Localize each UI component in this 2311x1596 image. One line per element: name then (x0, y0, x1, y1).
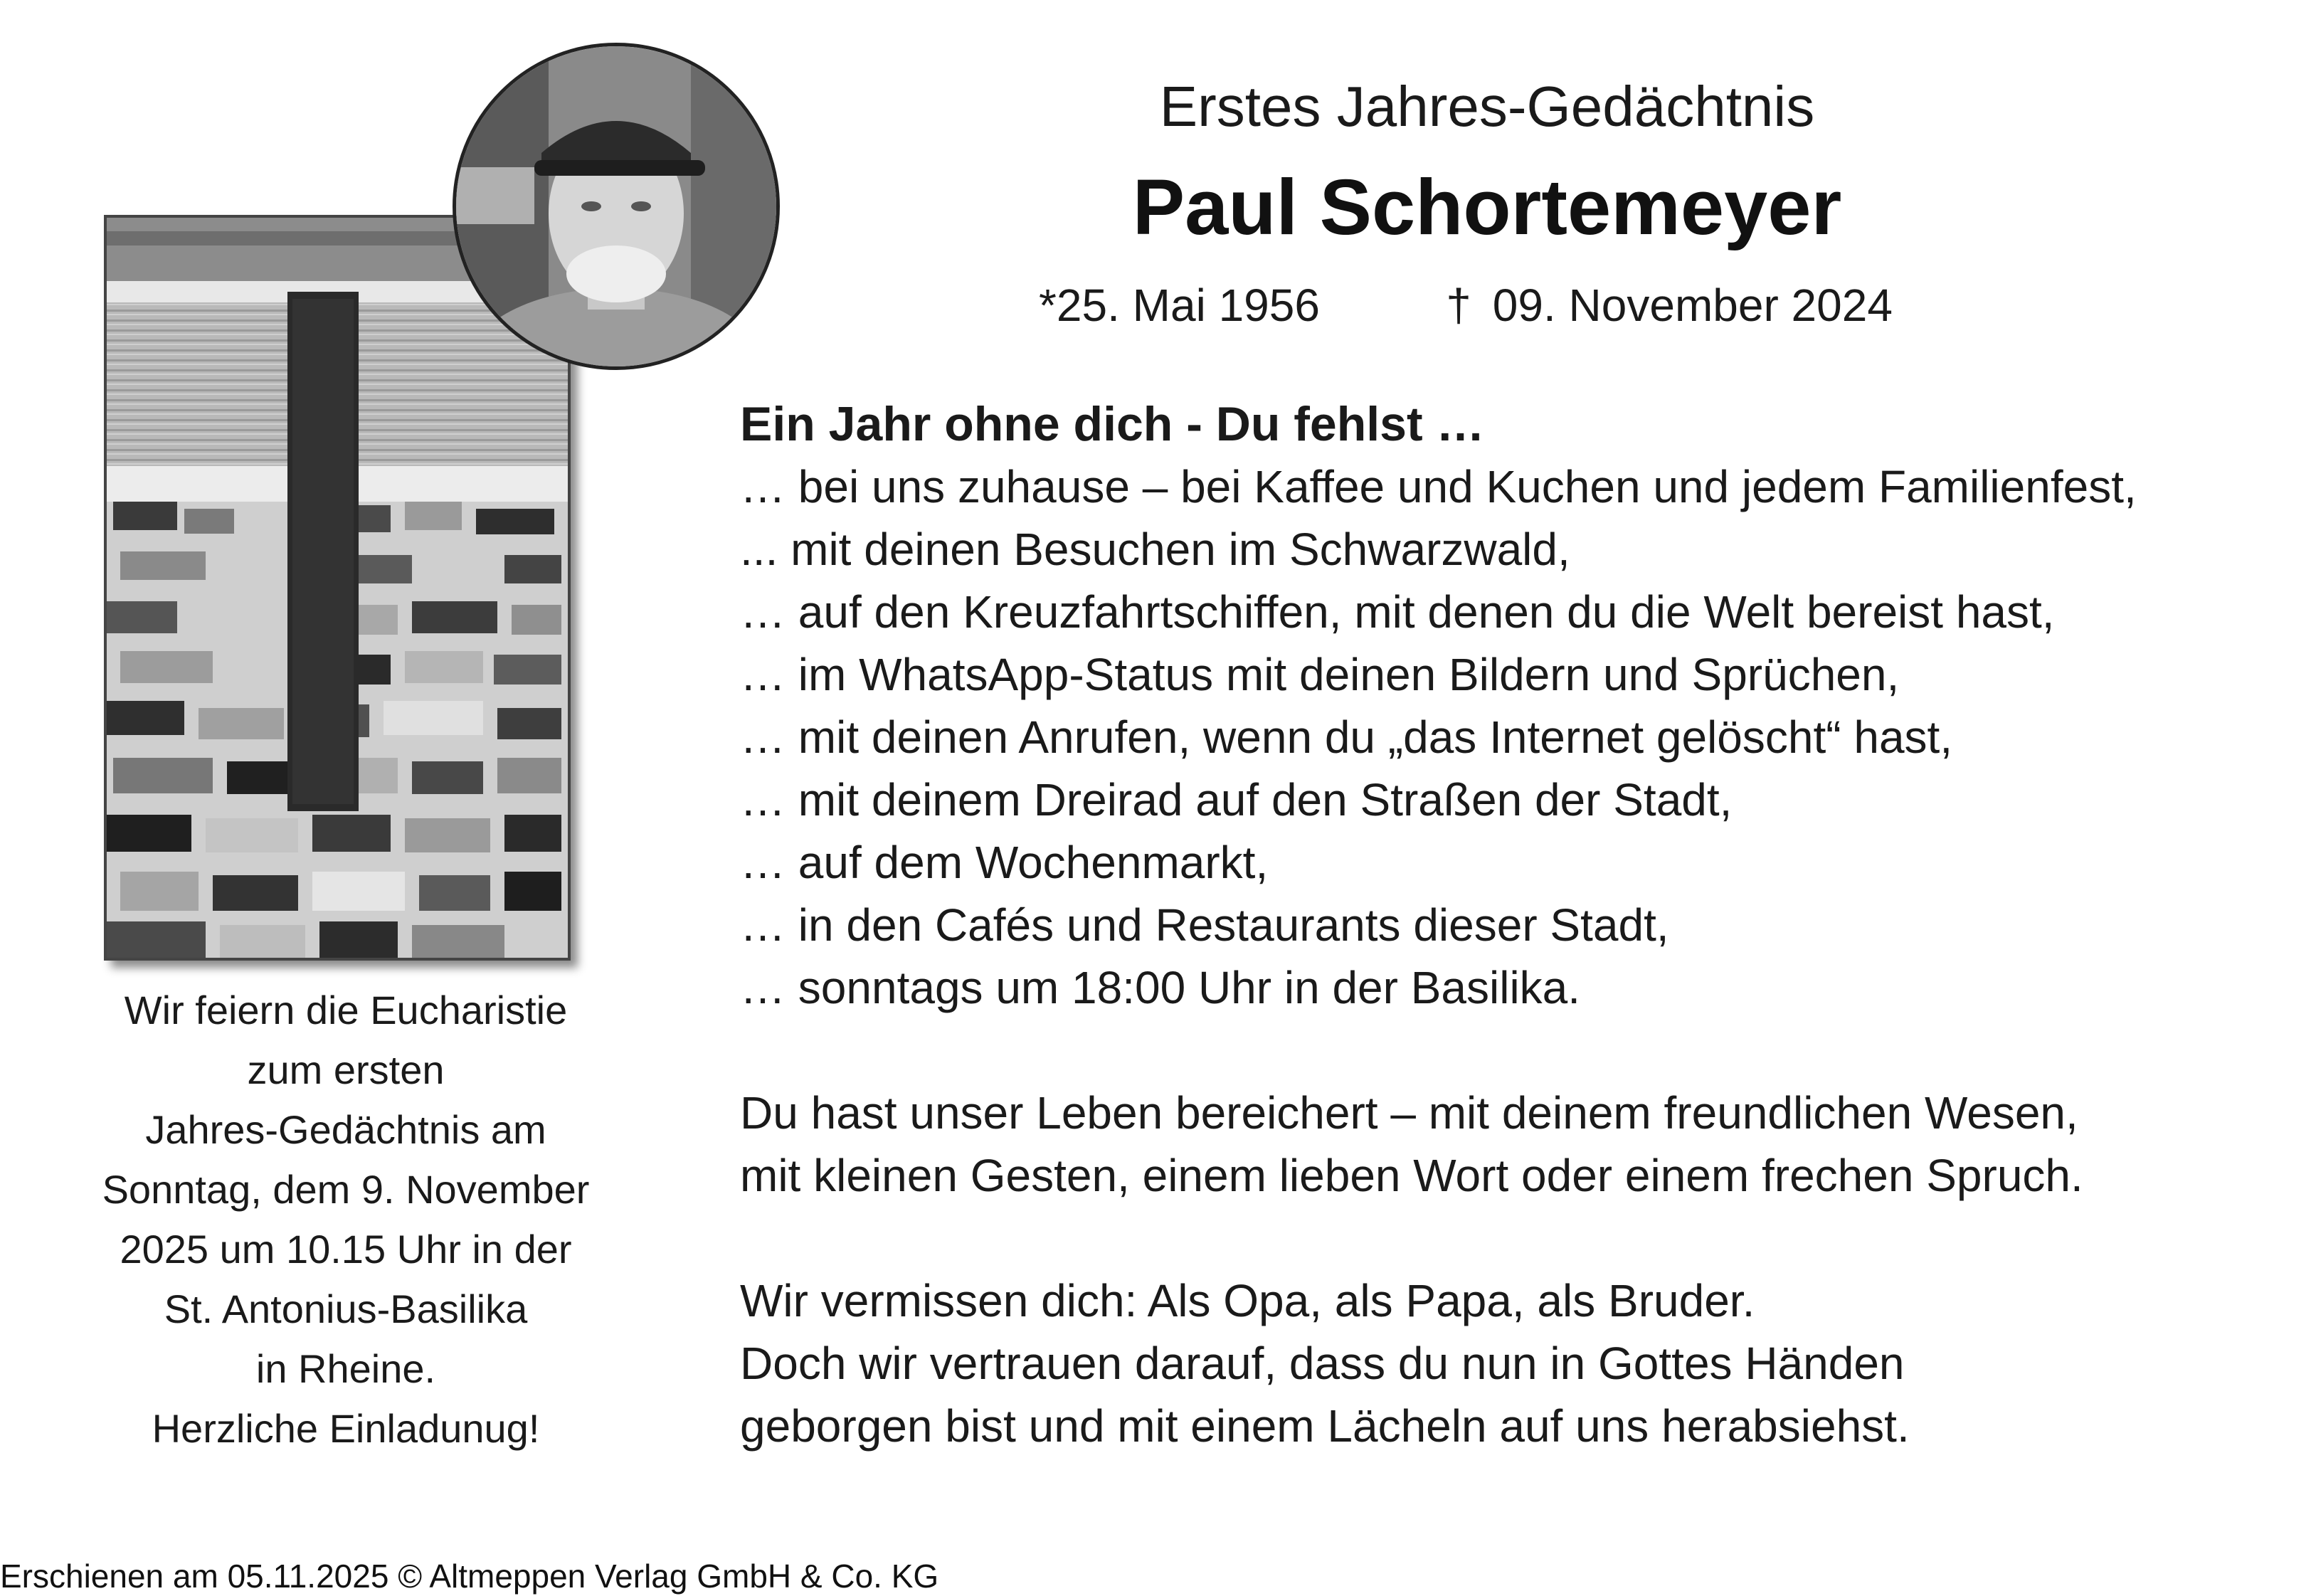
poem-heading: Ein Jahr ohne dich - Du fehlst … (740, 397, 1485, 451)
poem-block (740, 393, 2277, 1457)
invitation-line: 2025 um 10.15 Uhr in der (120, 1227, 572, 1272)
invitation-line: Jahres-Gedächtnis am (145, 1107, 546, 1152)
poem-line: … auf den Kreuzfahrtschiffen, mit denen du die Welt bereist hast, (740, 586, 2055, 638)
paragraph-line: geborgen bist und mit einem Lächeln auf uns herabsiehst. (740, 1400, 1910, 1452)
poem-line: … sonntags um 18:00 Uhr in der Basilika. (740, 962, 1581, 1013)
poem-line: … in den Cafés und Restaurants dieser Stadt, (740, 899, 1669, 951)
spacer (740, 1207, 2277, 1269)
portrait-image (456, 46, 776, 366)
invitation-line: St. Antonius-Basilika (164, 1286, 528, 1331)
cross-icon: † (1446, 280, 1471, 331)
invitation-line: Wir feiern die Eucharistie (124, 988, 568, 1032)
poem-line: … mit deinen Anrufen, wenn du „das Internet gelöscht“ hast, (740, 712, 1953, 763)
paragraph-line: Du hast unser Leben bereichert – mit deinem freundlichen Wesen, (740, 1087, 2078, 1138)
poem-line: … im WhatsApp-Status mit deinen Bildern und Sprüchen, (740, 649, 1900, 700)
poem-line: … mit deinem Dreirad auf den Straßen der Stadt, (740, 774, 1733, 825)
invitation-line: zum ersten (247, 1047, 445, 1092)
paragraph-line: Wir vermissen dich: Als Opa, als Papa, als Bruder. (740, 1275, 1755, 1326)
spacer (740, 1019, 2277, 1082)
death-date-row (1437, 279, 1893, 332)
poem-line: … auf dem Wochenmarkt, (740, 837, 1269, 888)
invitation-line: Sonntag, dem 9. November (102, 1167, 590, 1212)
death-date: 09. November 2024 (1492, 280, 1893, 331)
pre-title: Erstes Jahres-Gedächtnis (1159, 75, 1815, 138)
publication-footer: Erschienen am 05.11.2025 © Altmeppen Verlag GmbH & Co. KG (0, 1558, 939, 1595)
paragraph-line: mit kleinen Gesten, einem lieben Wort oder einem frechen Spruch. (740, 1150, 2083, 1201)
paragraph-line: Doch wir vertrauen darauf, dass du nun in Gottes Händen (740, 1338, 1905, 1389)
poem-line: ... mit deinen Besuchen im Schwarzwald, (740, 524, 1570, 575)
portrait-photo (453, 43, 780, 370)
invitation-block (43, 981, 649, 1459)
invitation-line: in Rheine. (255, 1346, 436, 1391)
deceased-name: Paul Schortemeyer (1132, 164, 1842, 251)
cross-painting (104, 215, 571, 961)
invitation-line: Herzliche Einladunug! (152, 1406, 540, 1451)
painting-artwork (106, 217, 569, 958)
birth-date: *25. Mai 1956 (1039, 280, 1320, 331)
poem-line: … bei uns zuhause – bei Kaffee und Kuchen und jedem Familienfest, (740, 461, 2137, 512)
